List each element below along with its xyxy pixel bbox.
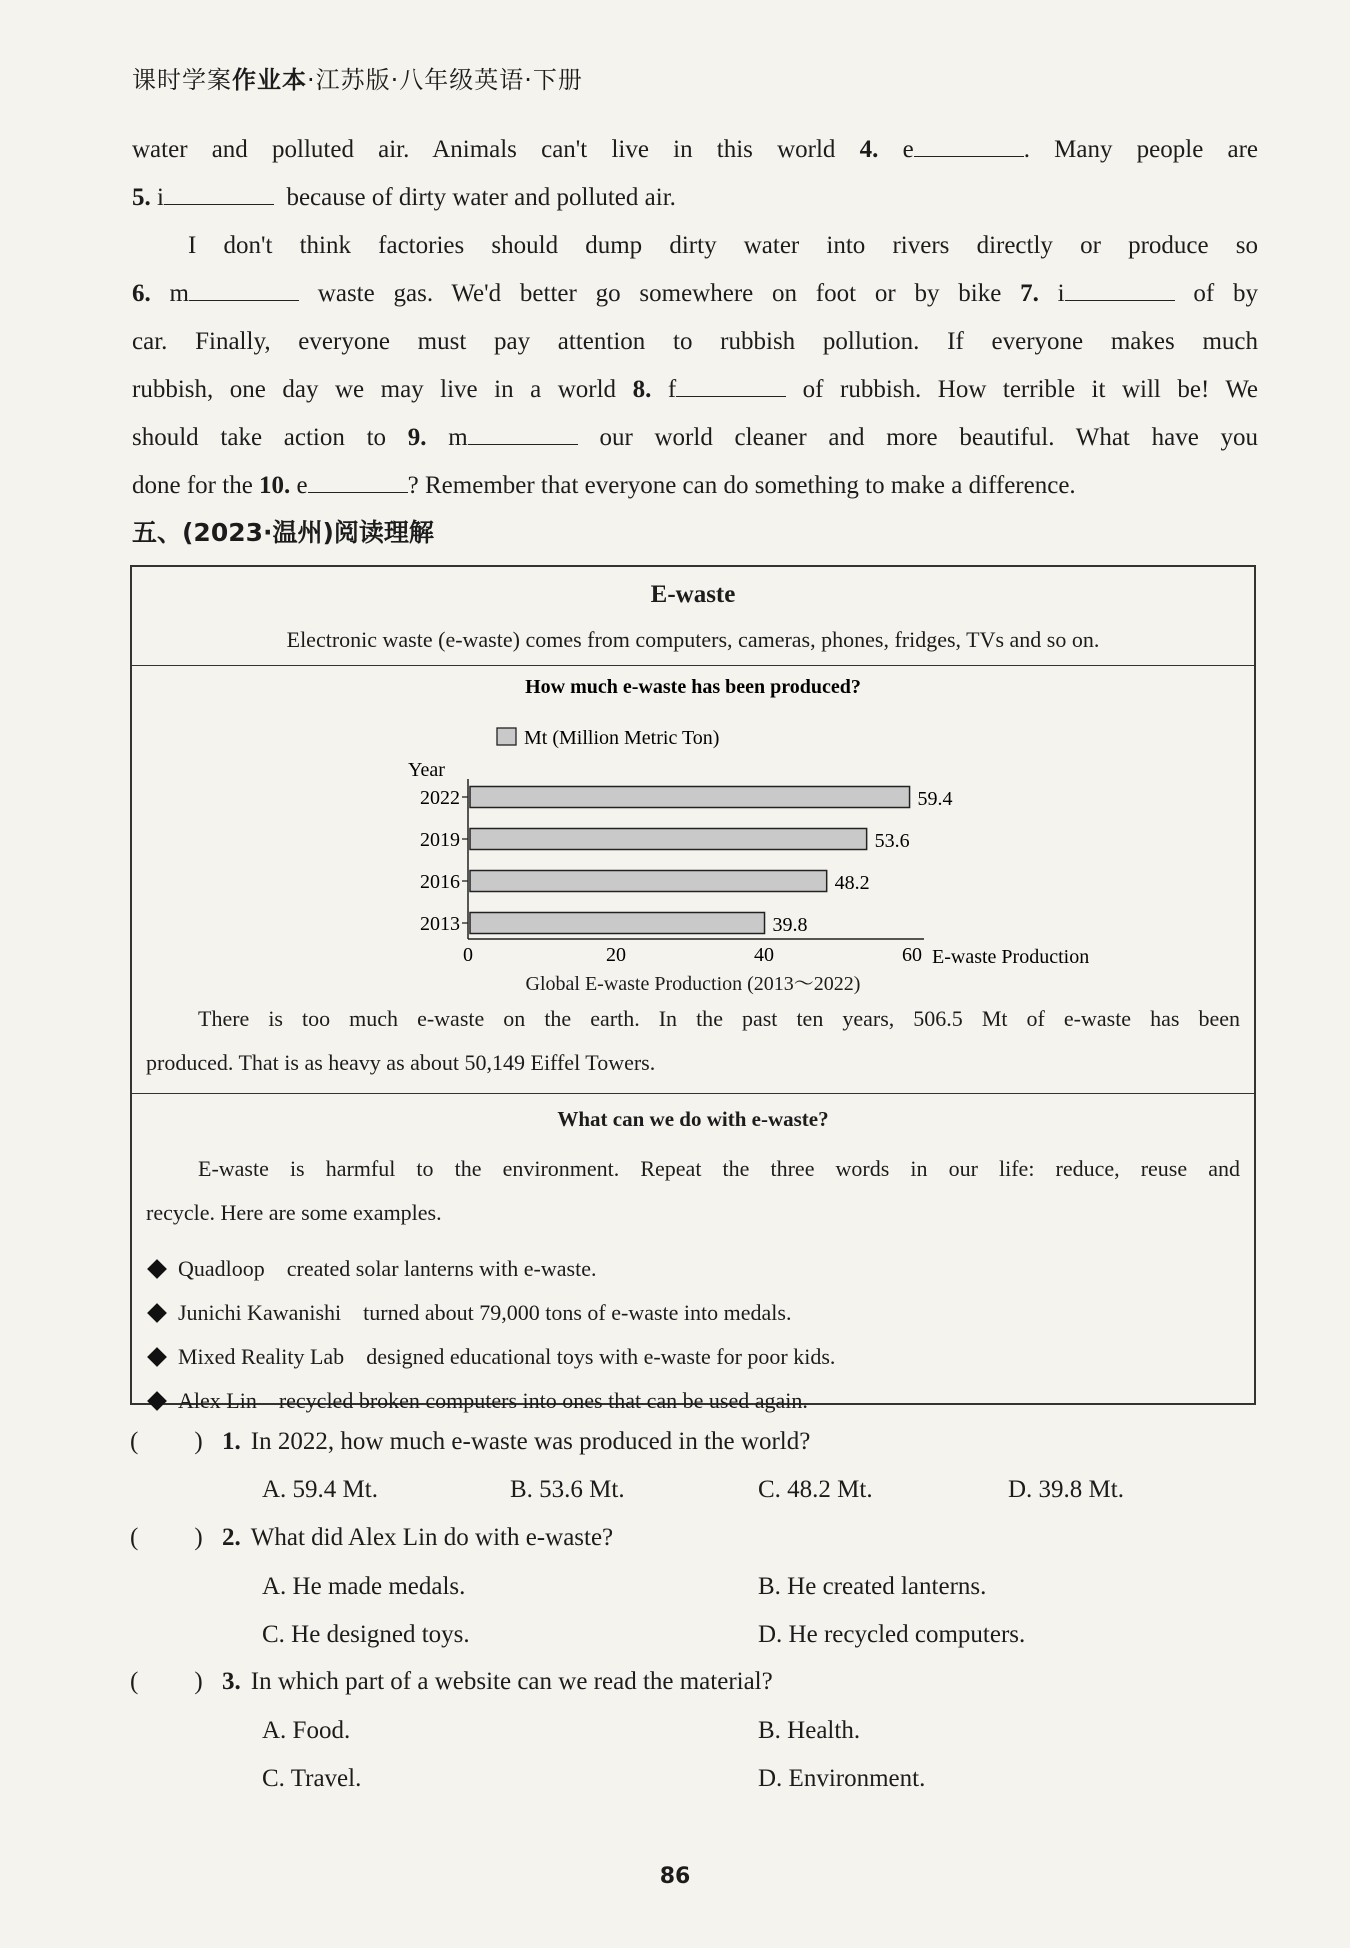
option-d[interactable]: D. He recycled computers.	[758, 1621, 1026, 1648]
question-3: ( ) 3. In which part of a website can we read the material?	[130, 1668, 773, 1695]
chart-para-line-2: produced. That is as heavy as about 50,149 Eiffel Towers.	[146, 1050, 656, 1075]
y-tick-label: 2013	[420, 913, 460, 935]
box-intro: Electronic waste (e-waste) comes from computers, cameras, phones, fridges, TVs and so on.	[286, 627, 1100, 652]
blank-7[interactable]	[1065, 270, 1175, 301]
blank-5[interactable]	[164, 174, 274, 205]
option-a[interactable]: A. He made medals.	[262, 1573, 466, 1600]
examples-para-line-2: recycle. Here are some examples.	[146, 1200, 442, 1225]
list-item: Quadloop created solar lanterns with e-waste.	[146, 1247, 835, 1291]
diamond-bullet-icon	[147, 1347, 167, 1367]
x-tick-label: 60	[902, 944, 922, 966]
blank-10[interactable]	[308, 462, 408, 493]
option-b[interactable]: B. He created lanterns.	[758, 1573, 987, 1600]
divider	[132, 665, 1254, 666]
diamond-bullet-icon	[147, 1391, 167, 1411]
list-item: Junichi Kawanishi turned about 79,000 tons of e-waste into medals.	[146, 1291, 835, 1335]
option-b[interactable]: B. Health.	[758, 1717, 861, 1744]
x-tick-label: 20	[606, 944, 626, 966]
answer-paren[interactable]: ( )	[130, 1668, 203, 1695]
divider	[132, 1093, 1254, 1094]
data-label: 59.4	[917, 788, 953, 810]
y-tick-label: 2016	[420, 871, 460, 893]
diamond-bullet-icon	[147, 1259, 167, 1279]
passage-line-2: 5. i because of dirty water and polluted air.	[132, 174, 1258, 222]
data-label: 53.6	[874, 830, 910, 852]
bar	[470, 913, 765, 934]
bar	[470, 829, 867, 850]
section-title: 五、(2023·温州)阅读理解	[132, 518, 434, 547]
list-item: Mixed Reality Lab designed educational toys with e-waste for poor kids.	[146, 1335, 835, 1379]
legend-swatch	[497, 728, 516, 745]
passage-line-6: rubbish, one day we may live in a world 8. f of rubbish. How terrible it will be! We	[132, 366, 1258, 414]
data-label: 48.2	[834, 872, 870, 894]
option-d[interactable]: D. 39.8 Mt.	[1008, 1476, 1124, 1503]
header-rest: ·江苏版·八年级英语·下册	[307, 66, 583, 94]
bar	[470, 787, 910, 808]
x-tick-label: 0	[463, 944, 473, 966]
option-a[interactable]: A. Food.	[262, 1717, 351, 1744]
passage-line-5: car. Finally, everyone must pay attention to rubbish pollution. If everyone makes much	[132, 328, 1258, 355]
page-number: 86	[659, 1864, 691, 1889]
chart-title: How much e-waste has been produced?	[525, 676, 861, 698]
option-c[interactable]: C. Travel.	[262, 1765, 362, 1792]
section-question-title: What can we do with e-waste?	[557, 1107, 829, 1131]
list-item: Alex Lin recycled broken computers into ones that can be used again.	[146, 1379, 835, 1423]
blank-9[interactable]	[468, 414, 578, 445]
passage-line-7: should take action to 9. m our world cleaner and more beautiful. What have you	[132, 414, 1258, 462]
passage-line-3: I don't think factories should dump dirty water into rivers directly or produce so	[188, 232, 1258, 259]
chart-caption: Global E-waste Production (2013～2022)	[525, 973, 861, 995]
header-prefix: 课时学案	[132, 66, 232, 94]
data-label: 39.8	[772, 914, 808, 936]
diamond-bullet-icon	[147, 1303, 167, 1323]
option-b[interactable]: B. 53.6 Mt.	[510, 1476, 625, 1503]
examples-list	[146, 1247, 835, 1423]
x-tick-label: 40	[754, 944, 774, 966]
examples-para-line-1: E-waste is harmful to the environment. Repeat the three words in our life: reduce, reuse and	[198, 1156, 1240, 1181]
header-brand: 作业本	[232, 66, 307, 94]
chart-para-line-1: There is too much e-waste on the earth. In the past ten years, 506.5 Mt of e-waste has been	[198, 1006, 1240, 1031]
option-c[interactable]: C. 48.2 Mt.	[758, 1476, 873, 1503]
passage-line-1: water and polluted air. Animals can't live in this world 4. e . Many people are	[132, 126, 1258, 174]
ewaste-bar-chart	[132, 667, 1254, 967]
blank-6[interactable]	[189, 270, 299, 301]
option-c[interactable]: C. He designed toys.	[262, 1621, 470, 1648]
page-header	[132, 60, 583, 95]
answer-paren[interactable]: ( )	[130, 1428, 203, 1455]
blank-4[interactable]	[914, 126, 1024, 157]
bar	[470, 871, 827, 892]
legend-label: Mt (Million Metric Ton)	[524, 727, 720, 749]
question-1: ( ) 1. In 2022, how much e-waste was produced in the world?	[130, 1428, 811, 1455]
ewaste-reading-box	[130, 565, 1256, 1413]
y-tick-label: 2019	[420, 829, 460, 851]
option-a[interactable]: A. 59.4 Mt.	[262, 1476, 378, 1503]
chart-container	[132, 667, 1254, 967]
box-title: E-waste	[650, 581, 736, 608]
answer-paren[interactable]: ( )	[130, 1524, 203, 1551]
passage-line-8: done for the 10. e ? Remember that everyone can do something to make a difference.	[132, 462, 1258, 510]
x-axis-label: E-waste Production	[932, 946, 1090, 967]
passage-line-4: 6. m waste gas. We'd better go somewhere on foot or by bike 7. i of by	[132, 270, 1258, 318]
blank-8[interactable]	[676, 366, 786, 397]
option-d[interactable]: D. Environment.	[758, 1765, 926, 1792]
question-2: ( ) 2. What did Alex Lin do with e-waste?	[130, 1524, 614, 1551]
y-axis-label: Year	[408, 759, 445, 781]
y-tick-label: 2022	[420, 787, 460, 809]
